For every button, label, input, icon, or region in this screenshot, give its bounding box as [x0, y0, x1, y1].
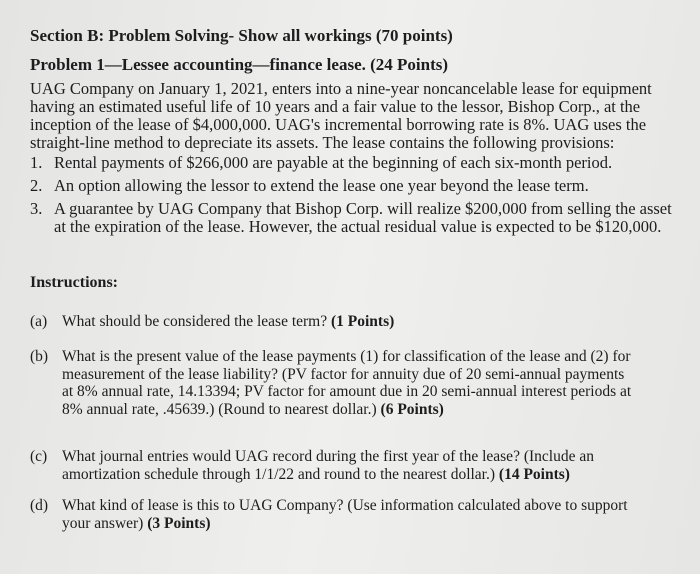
instructions-heading: Instructions: — [30, 274, 119, 291]
question-a — [30, 313, 690, 333]
problem-title: Problem 1—Lessee accounting—finance lease. (24 Points) — [30, 55, 449, 74]
question-points: (1 Points) — [331, 313, 395, 330]
question-c — [30, 448, 690, 488]
intro-paragraph — [30, 80, 652, 152]
question-label: (d) — [30, 497, 49, 514]
question-text: measurement of the lease liability? (PV factor for annuity due of 20 semi-annual payments — [62, 365, 625, 383]
question-text: amortization schedule through 1/1/22 and round to the nearest dollar.) — [62, 465, 496, 483]
provision-text: Rental payments of $266,000 are payable at the beginning of each six-month period. — [54, 153, 613, 172]
provision-text: at the expiration of the lease. However, the actual residual value is expected to be $120,000. — [54, 217, 662, 236]
question-text: What is the present value of the lease payments (1) for classification of the lease and (2) for — [62, 348, 631, 365]
provision-2 — [30, 177, 690, 197]
intro-line: inception of the lease of $4,000,000. UAG's incremental borrowing rate is 8%. UAG uses the — [30, 115, 647, 134]
provision-text: An option allowing the lessor to extend the lease one year beyond the lease term. — [54, 176, 589, 195]
intro-line: UAG Company on January 1, 2021, enters into a nine-year noncancelable lease for equipment — [30, 79, 652, 98]
question-d — [30, 497, 690, 537]
question-label: (a) — [30, 313, 48, 330]
question-text: What kind of lease is this to UAG Company? (Use information calculated above to support — [62, 497, 628, 514]
provision-text: A guarantee by UAG Company that Bishop Corp. will realize $200,000 from selling the asset — [54, 199, 672, 218]
provision-number: 1. — [30, 153, 43, 172]
provision-number: 3. — [30, 199, 43, 218]
question-points: (14 Points) — [498, 465, 570, 483]
question-label: (c) — [30, 448, 48, 465]
question-points: (3 Points) — [147, 514, 211, 532]
question-text: What should be considered the lease term? — [62, 313, 328, 330]
question-points: (6 Points) — [380, 400, 444, 418]
question-label: (b) — [30, 348, 49, 365]
question-text: at 8% annual rate, 14.13394; PV factor for amount due in 20 semi-annual interest periods at — [62, 383, 632, 400]
question-text: What journal entries would UAG record during the first year of the lease? (Include an — [62, 448, 594, 465]
intro-line: having an estimated useful life of 10 years and a fair value to the lessor, Bishop Corp., at the — [30, 97, 641, 116]
provision-1 — [30, 154, 690, 174]
question-text: 8% annual rate, .45639.) (Round to nearest dollar.) — [62, 400, 377, 418]
question-b — [30, 348, 690, 423]
provision-3 — [30, 200, 690, 240]
intro-line: straight-line method to depreciate its assets. The lease contains the following provisions: — [30, 133, 615, 152]
section-title: Section B: Problem Solving- Show all workings (70 points) — [30, 26, 453, 45]
question-text: your answer) — [62, 514, 144, 532]
provision-number: 2. — [30, 176, 43, 195]
